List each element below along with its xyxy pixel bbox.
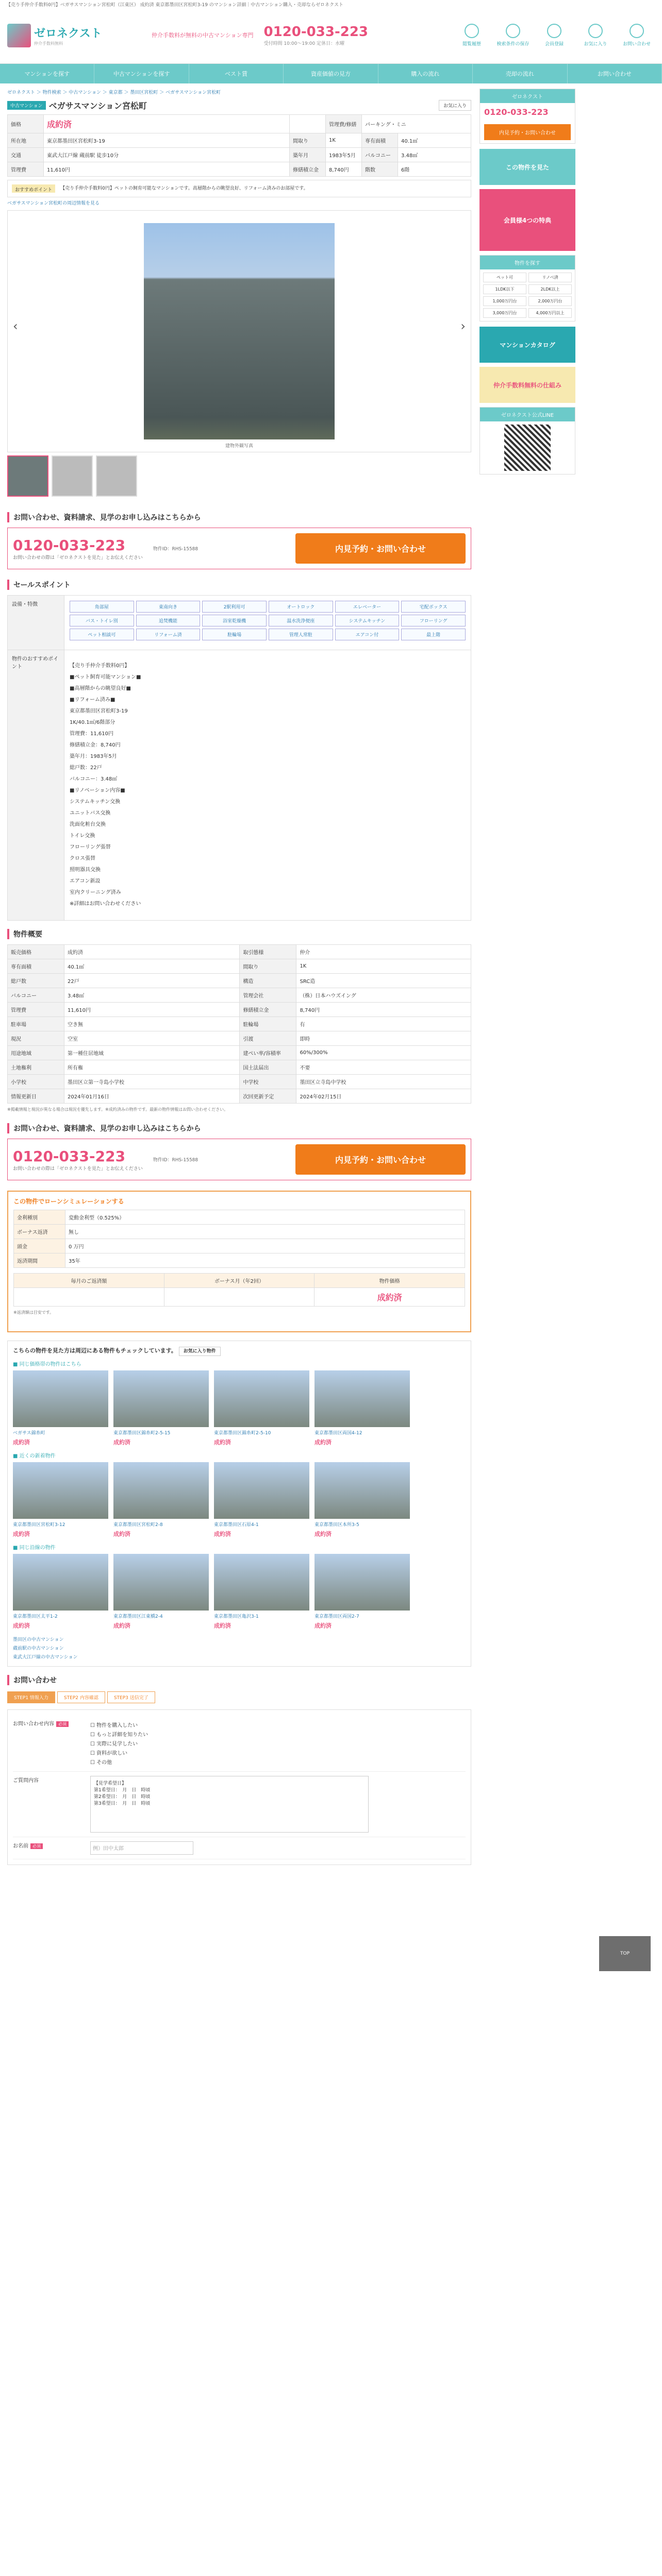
side-search-link[interactable]: 1LDK以下 [483,284,526,294]
form-steps [7,1691,471,1703]
property-title: ベガサスマンション宮松町 [48,101,147,111]
card-name: 東京都墨田区両国4-12 [315,1431,362,1436]
spec-row: 小学校 墨田区立第一寺島小学校 中学校 墨田区立寺島中学校 [8,1075,471,1089]
cta-box-2 [7,1139,471,1180]
nav-item[interactable]: 中古マンションを探す [94,64,189,83]
property-card[interactable] [113,1554,209,1630]
side-search-link[interactable]: 4,000万円以上 [528,308,572,318]
nearby-section [7,1341,471,1667]
step-2: STEP2 内容確認 [57,1691,105,1703]
spec-row: バルコニー 3.48㎡ 管理会社 （株）日本ハウズイング [8,988,471,1003]
nav-item[interactable]: お問い合わせ [568,64,662,83]
card-name: 東京都墨田区太平1-2 [13,1614,58,1619]
card-photo [214,1370,309,1427]
side-search-link[interactable]: ペット可 [483,273,526,282]
card-photo [113,1370,209,1427]
feature-chip: エアコン付 [335,629,400,640]
pr-row [7,650,471,921]
property-card[interactable] [315,1462,410,1538]
inquiry-checkbox[interactable]: ☐ 資料が欲しい [90,1751,128,1756]
term-select[interactable]: 35年 [65,1253,465,1268]
nearby-group-title: ■ 同じ価格帯の物件はこちら [13,1362,81,1367]
site-header [0,7,662,64]
card-photo [214,1554,309,1611]
rate-select[interactable]: 変動金利型（0.525%） [65,1210,465,1225]
card-price: 成約済 [315,1622,332,1629]
property-card[interactable] [113,1462,209,1538]
spec-table [7,944,471,1104]
name-input[interactable]: 例）田中太郎 [90,1841,193,1855]
nav-item[interactable]: マンションを探す [0,64,94,83]
cta2-heading: お問い合わせ、資料請求、見学のお申し込みはこちらから [7,1123,471,1133]
saved-search-button[interactable]: 検索条件の保存 [495,24,531,47]
step-3: STEP3 送信完了 [107,1691,155,1703]
loan-result: 成約済 [315,1288,465,1307]
thumbnail[interactable] [52,455,93,497]
feature-chip: 管理人常駐 [269,629,333,640]
photo-gallery [7,210,471,452]
spec-row: 土地権利 所有権 国土法届出 不要 [8,1060,471,1075]
features-row [7,595,471,650]
favorites-button[interactable]: お気に入り [577,24,614,47]
card-name: 東京都墨田区本所3-5 [315,1522,359,1528]
pr-label: 物件のおすすめポイント [8,650,64,920]
side-inquiry-button[interactable]: 内見予約・お問い合わせ [484,124,571,140]
logo-sub: 仲介手数料無料 [34,41,63,46]
side-banner[interactable]: この物件を見た [479,149,575,185]
spec-row: 現況 空室 引渡 即時 [8,1031,471,1046]
cta-note: お問い合わせの際は「ゼロネクストを見た」とお伝えください [13,1166,143,1172]
card-photo [315,1462,410,1519]
card-photo [214,1462,309,1519]
logo-text: ゼロネクスト [34,27,102,40]
card-name: 東京都墨田区亀沢3-1 [214,1614,259,1619]
header-tel[interactable]: 0120-033-223 受付時間 10:00〜19:00 定休日：水曜 [263,24,369,46]
search-icon [506,24,520,38]
nav-item[interactable]: ベスト賃 [189,64,284,83]
qr-code-icon [504,425,551,471]
favorite-tab[interactable]: お気に入り物件 [179,1347,221,1356]
feature-chip: 2駅利用可 [202,601,267,613]
feature-chips [70,601,466,640]
recommend-box: おすすめポイント 【売り手仲介手数料0円】ペットの飼育可能なマンションです。高層階からの眺望良好、リフォーム済みのお部屋です。 [7,180,471,197]
feature-chip: 追焚機能 [136,615,201,626]
thumbnail-strip [7,455,471,497]
feature-chip: フローリング [401,615,466,626]
feature-chip: 最上階 [401,629,466,640]
inquiry-checkbox[interactable]: ☐ その他 [90,1760,112,1766]
cta-heading: お問い合わせ、資料請求、見学のお申し込みはこちらから [7,512,471,522]
history-button[interactable]: 閲覧履歴 [454,24,490,47]
user-icon [547,24,561,38]
card-price: 成約済 [315,1439,332,1446]
feature-chip: 温水洗浄便座 [269,615,333,626]
card-photo [113,1554,209,1611]
related-link[interactable]: 東武大江戸線の中古マンション [13,1655,78,1660]
loan-heading: この物件でローンシミュレーションする [13,1198,124,1205]
spec-row: 販売価格 成約済 取引態様 仲介 [8,945,471,959]
property-card[interactable] [214,1462,309,1538]
spec-notes: ※掲載情報と現況が異なる場合は現況を優先します。※成約済みの物件です。最新の物件情報はお問い合わせください。 [7,1107,228,1112]
inquiry-checkbox[interactable]: ☐ 物件を購入したい [90,1723,138,1728]
inquiry-type-label: お問い合わせ内容 [13,1721,54,1727]
contact-heading: お問い合わせ [7,1675,471,1685]
page-topbar: 【売り手仲介手数料0円】ベガサスマンション宮松町（江東区） 成約済 東京都墨田区宮松町3-19 のマンション詳細｜中古マンション購入・売却ならゼロネクスト [0,0,662,7]
feature-chip: 駐輪場 [202,629,267,640]
card-price: 成約済 [13,1531,30,1537]
card-photo [315,1554,410,1611]
site-logo[interactable] [7,24,110,47]
card-name: 東京都墨田区江東橋2-4 [113,1614,163,1619]
header-tagline: 仲介手数料が無料の中古マンション専門 [152,31,254,39]
downpayment-input[interactable]: 0 万円 [65,1239,465,1253]
card-name: 東京都墨田区錦糸町2-5-15 [113,1431,171,1436]
card-price: 成約済 [113,1439,130,1446]
question-textarea[interactable]: 【見学希望日】 第1希望日： 月 日 時頃 第2希望日： 月 日 時頃 第3希望日： 月 日 時頃 [90,1776,369,1833]
card-name: 東京都墨田区錦糸町2-5-10 [214,1431,271,1436]
card-name: 東京都墨田区宮松町3-12 [13,1522,65,1528]
card-price: 成約済 [113,1531,130,1537]
spec-row: 情報更新日 2024年01月16日 次回更新予定 2024年02月15日 [8,1089,471,1104]
spec-row: 専有面積 40.1㎡ 間取り 1K [8,959,471,974]
card-photo [315,1370,410,1427]
loan-note: ※返済額は目安です。 [13,1310,54,1315]
photo-caption: 建物外観写真 [225,444,253,449]
card-price: 成約済 [214,1531,231,1537]
nearby-group-title: ■ 同じ沿線の物件 [13,1545,56,1551]
step-1: STEP1 情報入力 [7,1691,55,1703]
side-search-link[interactable]: 2LDK以上 [528,284,572,294]
area-info-link[interactable]: ベガサスマンション宮松町の周辺情報を見る [7,201,100,206]
property-card[interactable] [13,1462,108,1538]
nav-item[interactable]: 資産価値の見方 [284,64,378,83]
side-search-link[interactable]: 1,000万円台 [483,296,526,306]
inquiry-button[interactable]: 内見予約・お問い合わせ [295,533,466,564]
favorite-button[interactable]: お気に入り [439,100,471,111]
catalog-banner[interactable]: マンションカタログ [479,327,575,363]
property-id: 物件ID：RHS-15588 [153,547,198,552]
name-label: お名前 [13,1843,28,1849]
main-content [7,89,471,1865]
related-link[interactable]: 蔵前駅の中古マンション [13,1646,64,1651]
related-links [13,1635,466,1661]
card-name: 東京都墨田区石原4-1 [214,1522,259,1528]
next-arrow-icon[interactable]: › [460,319,466,333]
signup-button[interactable]: 会員登録 [536,24,572,47]
spec-heading: 物件概要 [7,929,471,939]
inquiry-checkbox[interactable]: ☐ もっと詳細を知りたい [90,1732,148,1738]
card-name: 東京都墨田区両国2-7 [315,1614,359,1619]
card-photo [13,1462,108,1519]
feature-chip: 宅配ボックス [401,601,466,613]
side-search-link[interactable]: 3,000万円台 [483,308,526,318]
feature-chip: 東南向き [136,601,201,613]
property-id: 物件ID：RHS-15588 [153,1158,198,1163]
mail-icon [630,24,644,38]
clock-icon [465,24,479,38]
cta-tel[interactable]: 0120-033-223 [13,536,126,554]
side-logo: ゼロネクスト [480,89,575,103]
sidebar [479,89,575,1865]
property-card[interactable] [214,1554,309,1630]
spec-row: 管理費 11,610円 修繕積立金 8,740円 [8,1003,471,1017]
card-photo [13,1554,108,1611]
side-tel[interactable]: 0120-033-223 [484,107,549,117]
back-to-top-button[interactable]: TOP [599,1936,651,1971]
prev-arrow-icon[interactable]: ‹ [13,319,18,333]
inquiry-checkbox[interactable]: ☐ 実際に見学したい [90,1741,138,1747]
cta-tel[interactable]: 0120-033-223 [13,1147,126,1165]
thumbnail[interactable] [7,455,48,497]
card-name: ベガサス錦糸町 [13,1431,45,1436]
feature-chip: バス・トイレ別 [70,615,134,626]
card-photo [113,1462,209,1519]
card-price: 成約済 [214,1439,231,1446]
nav-item[interactable]: 売却の流れ [473,64,567,83]
feature-chip: ペット相談可 [70,629,134,640]
related-link[interactable]: 墨田区の中古マンション [13,1637,64,1642]
feature-chip: エレベーター [335,601,400,613]
cta-note: お問い合わせの際は「ゼロネクストを見た」とお伝えください [13,555,143,561]
logo-mark-icon [7,24,31,47]
card-name: 東京都墨田区宮松町2-8 [113,1522,163,1528]
thumbnail[interactable] [96,455,137,497]
global-nav [0,64,662,83]
qr-heading: ゼロネクスト公式LINE [480,408,575,421]
spec-row: 用途地域 第一種住居地域 建ぺい率/容積率 60%/300% [8,1046,471,1060]
card-price: 成約済 [13,1622,30,1629]
breadcrumb[interactable]: ゼロネクスト ＞ 物件検索 ＞ 中古マンション ＞ 東京都 ＞ 墨田区宮松町 ＞ ベガサスマンション宮松町 [7,90,221,95]
nearby-group-title: ■ 近くの新着物件 [13,1453,56,1459]
sales-heading: セールスポイント [7,580,471,590]
card-price: 成約済 [315,1531,332,1537]
spec-row: 総戸数 22戸 構造 SRC造 [8,974,471,988]
bonus-select[interactable]: 無し [65,1225,465,1239]
fee-banner[interactable]: 仲介手数料無料の仕組み [479,367,575,403]
feature-chip: 角部屋 [70,601,134,613]
card-photo [13,1370,108,1427]
side-search-heading: 物件を探す [480,256,575,269]
property-card[interactable] [315,1370,410,1446]
property-card[interactable] [13,1370,108,1446]
card-price: 成約済 [113,1622,130,1629]
feature-chip: オートロック [269,601,333,613]
contact-form: お問い合わせ内容 必須 ☐ 物件を購入したい ☐ もっと詳細を知りたい ☐ 実際に見学したい ☐ 資料が欲しい ☐ その他 ご質問内容 【見学希望日】 第1希望日： 月 日 時頃 第2希望日： 月 日 時頃 第3希望日： 月 日 時頃 お名前 必須 例）田中太郎 [7,1709,471,1865]
contact-button[interactable]: お問い合わせ [619,24,655,47]
card-price: 成約済 [13,1439,30,1446]
property-card[interactable] [113,1370,209,1446]
nav-item[interactable]: 購入の流れ [378,64,473,83]
pr-text: 【売り手仲介手数料0円】 ■ペット飼育可能マンション■ ■高層階からの眺望良好■ ■リフォーム済み■ 東京都墨田区宮松町3-19 1K/40.1㎡/6階部分 管理費：11,610円 修繕積立金：8,740円 築年月：1983年5月 総戸数：22戸 バルコニー：3.48㎡ ■リノベーション内容■ システムキッチン交換 ユニットバス交換 洗面化粧台交換 トイレ交換 フローリング張替 クロス張替 照明器具交換 エアコン新設 室内クリーニング済み ※詳細はお問い合わせください [70,663,141,907]
building-photo [144,223,335,439]
property-card[interactable] [315,1554,410,1630]
cta-box [7,528,471,569]
features-label: 設備・特徴 [8,596,64,650]
feature-chip: システムキッチン [335,615,400,626]
summary-table: 価格 成約済 管理費/修繕 パーキング・ミニ 所在地 東京都墨田区宮松町3-19 間取り 1K 専有面積 40.1㎡ 交通 東武大江戸線 蔵前駅 徒歩10分 築年月 1983年5月 バルコニー 3.48㎡ 管理費 11,610円 修繕積立金 8,740円 階数 6階 [7,114,471,177]
price-value: 成約済 [44,115,290,133]
question-label: ご質問内容 [13,1778,39,1784]
heart-icon [588,24,603,38]
spec-row: 駐車場 空き無 駐輪場 有 [8,1017,471,1031]
member-banner[interactable]: 会員様4つの特典 [479,189,575,251]
loan-simulator: この物件でローンシミュレーションする 金利種別 変動金利型（0.525%） ボーナス返済 無し 頭金 0 万円 返済期間 35年 毎月のご返済額 ボーナス月（年2回） 物件価格 成約済 ※返済額は目安です。 [7,1191,471,1332]
inquiry-button[interactable]: 内見予約・お問い合わせ [295,1144,466,1175]
side-search-link[interactable]: 2,000万円台 [528,296,572,306]
feature-chip: リフォーム済 [136,629,201,640]
nearby-heading: こちらの物件を見た方は周辺にある物件もチェックしています。 [13,1347,177,1354]
feature-chip: 浴室乾燥機 [202,615,267,626]
category-tag: 中古マンション [7,101,46,110]
card-price: 成約済 [214,1622,231,1629]
side-search-link[interactable]: リノベ済 [528,273,572,282]
property-card[interactable] [214,1370,309,1446]
property-card[interactable] [13,1554,108,1630]
